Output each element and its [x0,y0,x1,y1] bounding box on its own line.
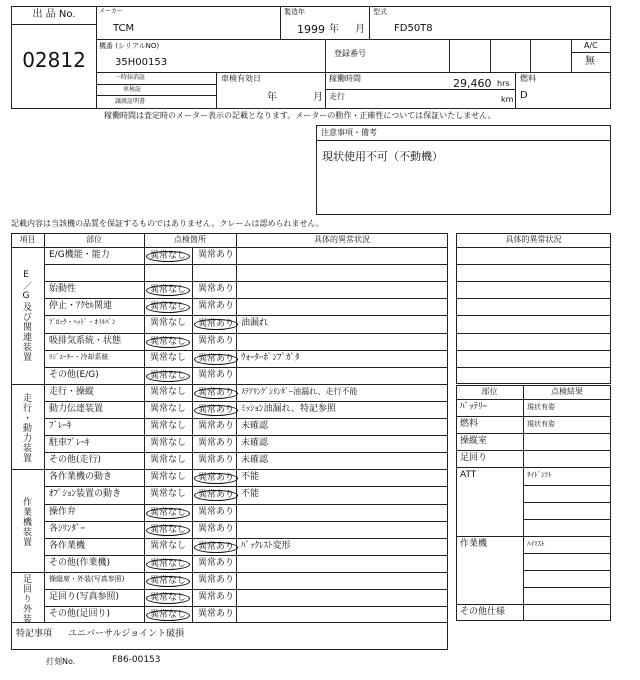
temp-cert-label: 一時抹消証 [115,74,146,81]
reg-label: 登録番号 [334,49,366,58]
remarks-text: 現状使用不可（不動機） [322,150,443,163]
fuel-label: 燃料 [520,74,536,83]
check-normal: 異常なし [150,472,187,483]
hours-label: 稼働時間 [329,74,361,83]
group-label: 走行・動力装置 [21,392,31,463]
check-abnormal: 異常あり [194,490,238,501]
check-normal: 異常なし [146,251,190,262]
detail-text: 未確認 [241,421,269,431]
check-abnormal: 異常あり [198,455,235,466]
year-value: 1999 [297,23,325,36]
check-normal: 異常なし [146,525,190,536]
insp-month-unit: 月 [313,92,323,103]
transfer-cert-label: 譲渡証明書 [115,98,146,105]
check-normal: 異常なし [146,285,190,296]
check-normal: 異常なし [146,610,190,621]
check-abnormal: 異常あり [198,301,235,312]
result-value: 現状有姿 [527,403,555,411]
check-abnormal: 異常あり [194,388,238,399]
part-label: 足回り(写真参照) [49,592,120,602]
model-label: 型式 [373,8,387,16]
check-abnormal: 異常あり [198,250,235,260]
serial-label: 機番 (シリアルNO) [99,42,160,50]
part-label: 走行・操縦 [49,386,95,397]
check-normal: 異常なし [150,421,187,431]
detail-text: 油漏れ [241,318,269,329]
result-part-header: 部位 [481,387,498,396]
group-label: 足回り外装 [21,573,31,624]
check-abnormal: 異常あり [198,523,235,534]
detail-text: ｳｫｰﾀｰﾎﾟﾝﾌﾟｶﾞﾀ [241,352,300,363]
part-label: 各ｼﾘﾝﾀﾞｰ [49,523,86,534]
maker-label: メーカー [99,8,123,15]
check-normal: 異常なし [150,403,187,414]
check-normal: 異常なし [146,576,190,587]
check-abnormal: 異常あり [194,319,238,330]
part-label: 各作業機 [49,540,86,551]
hours-unit: hrs [497,79,510,88]
col-part-header: 部位 [86,235,102,244]
check-normal: 異常なし [146,337,190,348]
col-check-header: 点検箇所 [174,235,206,244]
check-normal: 異常なし [150,318,187,329]
detail-text: 不能 [241,489,260,500]
part-label: 動力伝達装置 [49,403,104,414]
detail-text: ﾐｯｼｮﾝ油漏れ、特記参照 [241,403,337,414]
detail-text: 不能 [241,472,260,483]
serial-value: 35H00153 [115,57,168,68]
check-abnormal: 異常あり [198,369,235,380]
stamp-value: F86-00153 [112,655,161,665]
check-abnormal: 異常あり [194,542,238,553]
meter-note: 稼働時間は査定時のメーター表示の記載となります。メーターの動作・正確性については保証いたしません。 [104,111,496,120]
check-abnormal: 異常あり [194,473,238,484]
fuel-value: D [520,90,528,101]
distance-unit: km [501,95,514,104]
part-label: その他(作業機) [49,557,111,568]
stamp-label: 打刻No. [46,657,76,666]
part-label: 各作業機の動き [49,472,113,483]
check-abnormal: 異常あり [198,421,235,431]
part-label: その他(足回り) [49,609,111,620]
remarks-label: 注意事項・備考 [321,128,377,137]
year-label: 製造年 [284,8,305,16]
part-label: その他(E/G) [49,369,99,380]
check-normal: 異常なし [150,455,187,466]
detail-text: ｽﾃｱﾘﾝｸﾞｼﾘﾝﾀﾞｰ油漏れ、走行不能 [241,386,358,396]
disclaimer: 記載内容は当該機の品質を保証するものではありません。クレームは認められません。 [11,219,324,228]
check-abnormal: 異常あり [198,438,235,449]
check-normal: 異常なし [146,593,190,604]
part-label: 操作弁 [49,506,77,517]
special-notes-text: ユニバーサルジョイント破損 [68,629,185,639]
result-header: 点検結果 [551,387,583,396]
vehicle-cert-label: 車検証 [123,86,142,93]
result-value: ﾊｲﾏｽﾄ [527,539,545,548]
check-normal: 異常なし [146,508,190,519]
result-part: 作業機 [460,538,488,549]
part-label: ﾗｼﾞｴｰﾀｰ・冷却系統 [49,352,109,361]
part-label: 駐車ﾌﾞﾚｰｷ [49,438,90,449]
part-label: ﾌﾞﾛｯｸ・ﾍｯﾄﾞ・ｵｲﾙﾊﾟﾝ [49,318,116,327]
special-notes-label: 特記事項 [16,629,53,639]
result-value: ｻｲﾄﾞｼﾌﾄ [527,471,552,480]
check-normal: 異常なし [150,540,187,551]
check-abnormal: 異常あり [198,574,235,585]
result-part: 足回り [460,453,488,464]
col-item-header: 項目 [19,235,36,244]
check-abnormal: 異常あり [198,609,235,620]
check-abnormal: 異常あり [198,592,235,602]
detail-text: 未確認 [241,438,269,449]
remarks-box [316,125,611,215]
result-part: その他仕様 [460,607,506,618]
ac-label: A/C [584,41,598,50]
part-label: ｵﾌﾟｼｮﾝ装置の動き [49,489,122,500]
insp-year-unit: 年 [267,92,277,103]
check-normal: 異常なし [146,559,190,570]
col-detail-header: 具体的異常状況 [314,235,370,244]
lot-number: 02812 [22,48,86,72]
result-part: ATT [460,470,477,481]
check-normal: 異常なし [146,302,190,313]
lot-label: 出 品 No. [32,9,76,20]
group-label: E／G及び関連装置 [21,270,31,363]
maker-value: TCM [113,23,135,34]
detail-text: ﾊﾞｯｸﾚｽﾄ変形 [241,540,291,551]
part-label: 吸排気系統・状態 [49,335,122,346]
check-abnormal: 異常あり [198,284,235,295]
part-label: 始動性 [49,284,77,295]
check-normal: 異常なし [146,371,190,382]
part-label: ﾌﾞﾚｰｷ [49,421,72,431]
result-part: ﾊﾞｯﾃﾘｰ [460,402,488,412]
part-label: 停止・ｱｸｾﾙ関連 [49,301,113,312]
year-unit: 年 [329,24,339,35]
check-normal: 異常なし [150,438,187,449]
result-value: 現状有姿 [527,420,555,429]
part-label: 操縦席・外装(写真参照) [49,574,125,583]
detail-text: 未確認 [241,455,269,466]
model-value: FD50T8 [394,23,433,34]
distance-label: 走行 [329,92,345,101]
check-abnormal: 異常あり [194,354,238,365]
right-detail-header: 具体的異常状況 [505,235,562,244]
check-abnormal: 異常あり [198,506,235,517]
part-label: E/G機能・能力 [49,250,110,260]
check-abnormal: 異常あり [198,335,235,346]
month-unit: 月 [355,24,365,35]
hours-value: 29,460 [453,77,492,90]
ac-value: 無 [585,56,595,67]
check-normal: 異常なし [150,386,187,397]
check-normal: 異常なし [150,352,187,363]
check-abnormal: 異常あり [194,405,238,416]
result-part: 燃料 [460,419,479,430]
check-abnormal: 異常あり [198,557,235,568]
result-part: 操縦室 [460,436,488,447]
check-normal: 異常なし [150,489,187,500]
inspection-label: 車検有効日 [221,74,261,83]
part-label: その他(走行) [49,455,102,466]
group-label: 作業機装置 [21,496,31,547]
